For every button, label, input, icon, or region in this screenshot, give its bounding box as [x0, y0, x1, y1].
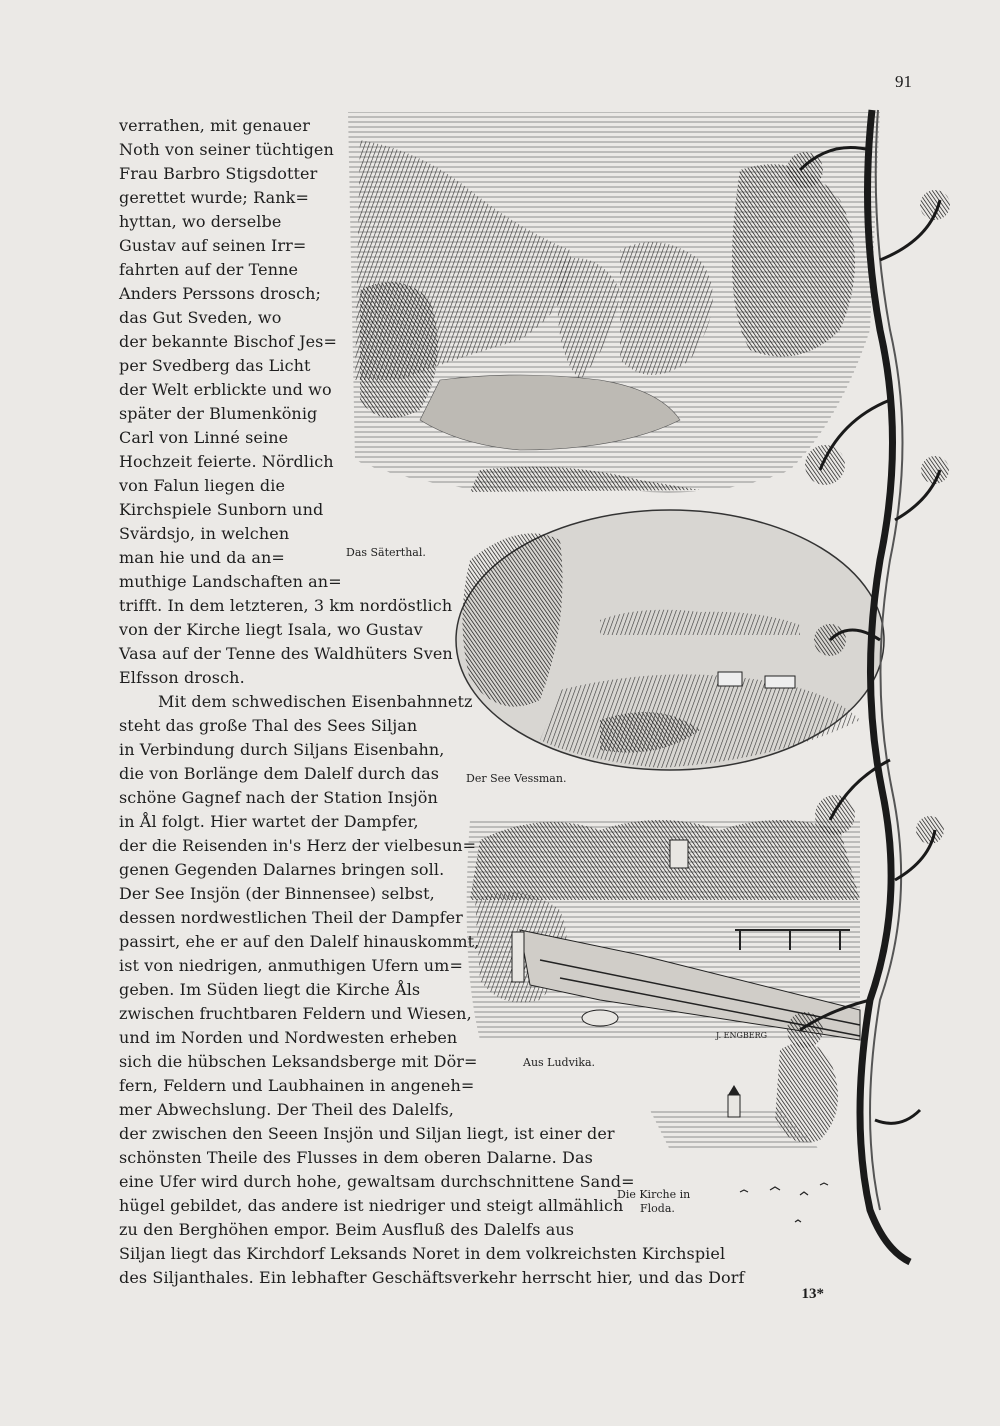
birds: [740, 1183, 828, 1222]
page-number: 91: [895, 72, 912, 91]
text-line: des Siljanthales. Ein lebhafter Geschäftsverkehr herrscht hier, und das Dorf: [119, 1268, 745, 1287]
caption-see: Der See Vessman.: [466, 772, 567, 785]
text-line: Svärdsjo, in welchen: [119, 524, 290, 543]
text-line: trifft. In dem letzteren, 3 km nordöstlich: [119, 596, 453, 615]
text-line: Elfsson drosch.: [119, 668, 245, 687]
text-line: sich die hübschen Leksandsberge mit Dör=: [119, 1052, 478, 1071]
text-line: der zwischen den Seeen Insjön und Siljan liegt, ist einer der: [119, 1124, 615, 1143]
text-line: der die Reisenden in's Herz der vielbesun=: [119, 836, 477, 855]
text-line: Hochzeit feierte. Nördlich: [119, 452, 334, 471]
text-line: geben. Im Süden liegt die Kirche Åls: [119, 980, 421, 999]
text-line: Kirchspiele Sunborn und: [119, 500, 324, 519]
engraver-signature: J. ENGBERG: [716, 1031, 768, 1040]
text-line: steht das große Thal des Sees Siljan: [119, 716, 418, 735]
text-line: zu den Berghöhen empor. Beim Ausfluß des Dalelfs aus: [119, 1220, 575, 1239]
text-line: Mit dem schwedischen Eisenbahnnetz: [158, 692, 473, 711]
text-line: fern, Feldern und Laubhainen in angeneh=: [119, 1076, 475, 1095]
text-line: Der See Insjön (der Binnensee) selbst,: [119, 884, 435, 903]
text-line: dessen nordwestlichen Theil der Dampfer: [119, 908, 463, 927]
signature-mark: 13*: [801, 1286, 824, 1302]
caption-ludvika: Aus Ludvika.: [523, 1056, 596, 1069]
text-line: der bekannte Bischof Jes=: [119, 332, 337, 351]
text-line: per Svedberg das Licht: [119, 356, 311, 375]
text-line: fahrten auf der Tenne: [119, 260, 299, 279]
text-line: der Welt erblickte und wo: [119, 380, 332, 399]
text-line: passirt, ehe er auf den Dalelf hinauskommt,: [119, 932, 480, 951]
text-line: man hie und da an=: [119, 548, 285, 567]
text-line: in Verbindung durch Siljans Eisenbahn,: [119, 740, 445, 759]
text-line: schönsten Theile des Flusses in dem oberen Dalarne. Das: [119, 1148, 593, 1167]
text-line: und im Norden und Nordwesten erheben: [119, 1028, 458, 1047]
caption-kirche-line2: Floda.: [640, 1202, 675, 1215]
text-line: hyttan, wo derselbe: [119, 212, 282, 231]
text-line: in Ål folgt. Hier wartet der Dampfer,: [119, 812, 419, 831]
text-line: muthige Landschaften an=: [119, 572, 342, 591]
text-line: Gustav auf seinen Irr=: [119, 236, 307, 255]
text-line: verrathen, mit genauer: [119, 116, 311, 135]
text-line: ist von niedrigen, anmuthigen Ufern um=: [119, 956, 463, 975]
text-line: Vasa auf der Tenne des Waldhüters Sven: [119, 644, 453, 663]
text-line: Frau Barbro Stigsdotter: [119, 164, 318, 183]
text-line: das Gut Sveden, wo: [119, 308, 282, 327]
text-line: genen Gegenden Dalarnes bringen soll.: [119, 860, 445, 879]
text-line: von Falun liegen die: [119, 476, 286, 495]
text-line: Anders Perssons drosch;: [119, 284, 322, 303]
text-line: gerettet wurde; Rank=: [119, 188, 309, 207]
text-line: eine Ufer wird durch hohe, gewaltsam durchschnittene Sand=: [119, 1172, 635, 1191]
text-line: die von Borlänge dem Dalelf durch das: [119, 764, 440, 783]
text-line: schöne Gagnef nach der Station Insjön: [119, 788, 438, 807]
floda-engraving: [650, 1042, 838, 1150]
ludvika-engraving: [467, 820, 860, 1040]
text-line: Noth von seiner tüchtigen: [119, 140, 334, 159]
text-line: Siljan liegt das Kirchdorf Leksands Noret in dem volkreichsten Kirchspiel: [119, 1244, 726, 1263]
text-line: hügel gebildet, das andere ist niedriger und steigt allmählich: [119, 1196, 624, 1215]
text-line: Carl von Linné seine: [119, 428, 289, 447]
text-line: später der Blumenkönig: [119, 404, 318, 423]
text-line: mer Abwechslung. Der Theil des Dalelfs,: [119, 1100, 454, 1119]
caption-saeterthal: Das Säterthal.: [346, 546, 426, 559]
text-line: von der Kirche liegt Isala, wo Gustav: [119, 620, 423, 639]
text-line: zwischen fruchtbaren Feldern und Wiesen,: [119, 1004, 472, 1023]
caption-kirche-line1: Die Kirche in: [617, 1188, 691, 1201]
